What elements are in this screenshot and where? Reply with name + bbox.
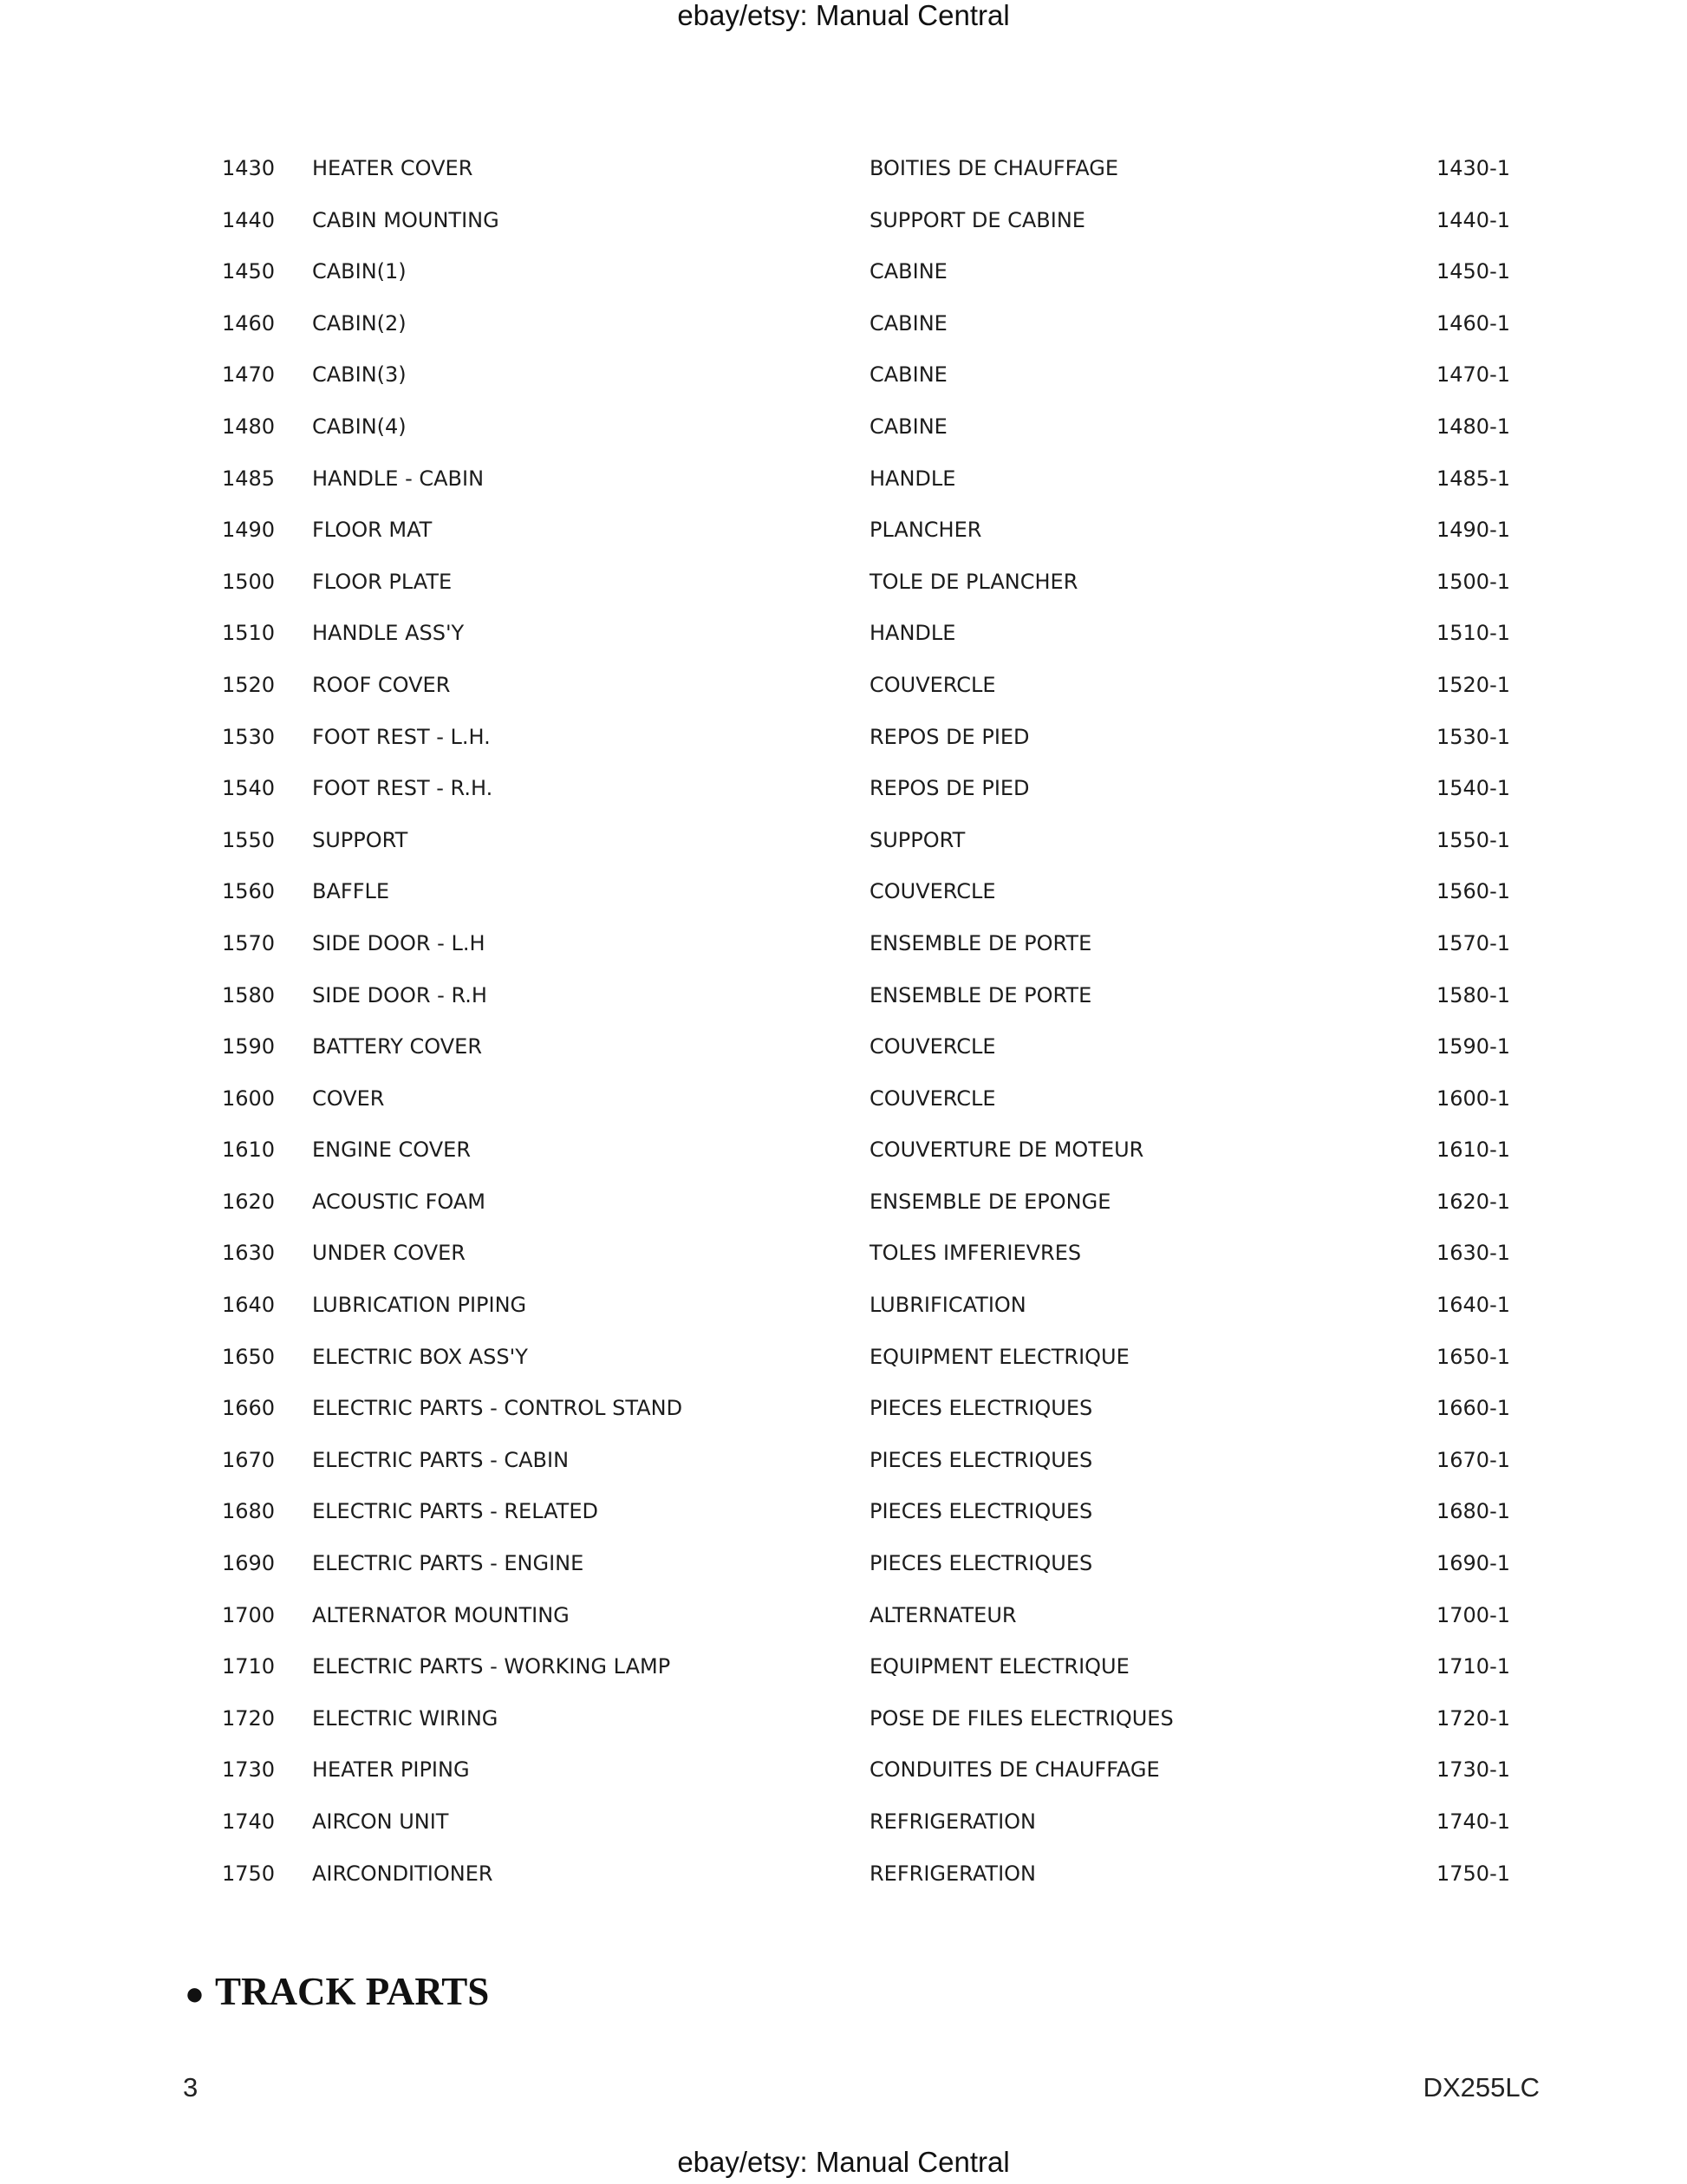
table-row — [0, 1021, 1687, 1073]
table-row — [0, 608, 1687, 660]
item-number: 1620 — [222, 1189, 276, 1214]
table-row — [0, 1590, 1687, 1642]
item-name-english: FLOOR PLATE — [312, 569, 453, 594]
item-name-english: LUBRICATION PIPING — [312, 1293, 527, 1318]
page-reference: 1700-1 — [1436, 1602, 1511, 1627]
page-reference: 1660-1 — [1436, 1396, 1511, 1421]
item-name-english: AIRCONDITIONER — [312, 1861, 493, 1886]
page-reference: 1620-1 — [1436, 1189, 1511, 1214]
item-name-english: FOOT REST - R.H. — [312, 776, 493, 801]
table-row — [0, 453, 1687, 505]
item-name-french: COUVERCLE — [870, 1085, 996, 1111]
page-reference: 1610-1 — [1436, 1138, 1511, 1163]
item-name-french: CONDUITES DE CHAUFFAGE — [870, 1757, 1160, 1783]
item-number: 1660 — [222, 1396, 276, 1421]
item-number: 1450 — [222, 259, 276, 284]
page-reference: 1480-1 — [1436, 414, 1511, 439]
item-name-english: CABIN(1) — [312, 259, 407, 284]
page-reference: 1690-1 — [1436, 1551, 1511, 1576]
page-reference: 1630-1 — [1436, 1241, 1511, 1266]
item-name-english: FOOT REST - L.H. — [312, 724, 491, 749]
item-name-french: BOITIES DE CHAUFFAGE — [870, 156, 1119, 180]
item-name-english: CABIN(4) — [312, 414, 407, 439]
table-row — [0, 970, 1687, 1022]
page-reference: 1460-1 — [1436, 310, 1511, 336]
table-row — [0, 763, 1687, 815]
page-reference: 1470-1 — [1436, 362, 1511, 388]
item-name-english: ELECTRIC PARTS - CONTROL STAND — [312, 1396, 683, 1421]
table-row — [0, 1486, 1687, 1538]
table-row — [0, 866, 1687, 918]
item-number: 1500 — [222, 569, 276, 594]
page-reference: 1440-1 — [1436, 207, 1511, 232]
item-name-french: LUBRIFICATION — [870, 1293, 1026, 1318]
page-reference: 1550-1 — [1436, 827, 1511, 852]
item-name-english: SUPPORT — [312, 827, 408, 852]
item-name-french: PIECES ELECTRIQUES — [870, 1396, 1093, 1421]
item-number: 1485 — [222, 466, 276, 491]
page-reference: 1510-1 — [1436, 621, 1511, 646]
table-row — [0, 557, 1687, 609]
item-name-french: REPOS DE PIED — [870, 724, 1030, 749]
item-number: 1730 — [222, 1757, 276, 1783]
bullet-icon: ● — [185, 1976, 205, 2012]
item-name-english: ALTERNATOR MOUNTING — [312, 1602, 570, 1627]
item-name-french: EQUIPMENT ELECTRIQUE — [870, 1344, 1130, 1369]
page-reference: 1485-1 — [1436, 466, 1511, 491]
table-row — [0, 143, 1687, 195]
page-reference: 1520-1 — [1436, 672, 1511, 697]
item-name-french: COUVERCLE — [870, 672, 996, 697]
item-number: 1460 — [222, 310, 276, 336]
item-name-english: SIDE DOOR - L.H — [312, 930, 485, 955]
item-name-english: HANDLE - CABIN — [312, 466, 485, 491]
item-number: 1600 — [222, 1085, 276, 1111]
item-name-french: REFRIGERATION — [870, 1861, 1036, 1886]
item-number: 1540 — [222, 776, 276, 801]
page-reference: 1530-1 — [1436, 724, 1511, 749]
item-number: 1480 — [222, 414, 276, 439]
table-row — [0, 1796, 1687, 1848]
page-reference: 1680-1 — [1436, 1499, 1511, 1524]
item-name-french: ENSEMBLE DE PORTE — [870, 982, 1092, 1007]
item-name-french: REPOS DE PIED — [870, 776, 1030, 801]
page-reference: 1570-1 — [1436, 930, 1511, 955]
table-row — [0, 1073, 1687, 1125]
model-code: DX255LC — [1423, 2072, 1540, 2103]
item-number: 1560 — [222, 879, 276, 904]
item-name-french: CABINE — [870, 414, 948, 439]
item-name-english: ELECTRIC WIRING — [312, 1705, 498, 1731]
item-number: 1720 — [222, 1705, 276, 1731]
item-number: 1740 — [222, 1809, 276, 1834]
table-row — [0, 1125, 1687, 1177]
item-number: 1510 — [222, 621, 276, 646]
item-number: 1570 — [222, 930, 276, 955]
item-name-english: ELECTRIC PARTS - CABIN — [312, 1447, 570, 1472]
table-row — [0, 1693, 1687, 1745]
section-heading — [185, 1966, 489, 2017]
item-number: 1520 — [222, 672, 276, 697]
item-number: 1440 — [222, 207, 276, 232]
item-name-english: BATTERY COVER — [312, 1034, 482, 1059]
page-reference: 1540-1 — [1436, 776, 1511, 801]
item-number: 1640 — [222, 1293, 276, 1318]
page-reference: 1500-1 — [1436, 569, 1511, 594]
item-name-english: CABIN(3) — [312, 362, 407, 388]
item-name-french: PLANCHER — [870, 518, 982, 543]
item-number: 1630 — [222, 1241, 276, 1266]
item-number: 1690 — [222, 1551, 276, 1576]
page-reference: 1750-1 — [1436, 1861, 1511, 1886]
table-row — [0, 298, 1687, 350]
item-name-french: CABINE — [870, 362, 948, 388]
table-row — [0, 1228, 1687, 1280]
item-name-french: COUVERCLE — [870, 1034, 996, 1059]
item-number: 1470 — [222, 362, 276, 388]
item-number: 1650 — [222, 1344, 276, 1369]
item-number: 1610 — [222, 1138, 276, 1163]
item-number: 1490 — [222, 518, 276, 543]
table-row — [0, 1383, 1687, 1435]
parts-index-table — [0, 143, 1687, 1900]
table-row — [0, 1332, 1687, 1384]
page-reference: 1560-1 — [1436, 879, 1511, 904]
page-reference: 1670-1 — [1436, 1447, 1511, 1472]
item-name-french: PIECES ELECTRIQUES — [870, 1499, 1093, 1524]
page-reference: 1430-1 — [1436, 156, 1511, 180]
page-reference: 1600-1 — [1436, 1085, 1511, 1111]
page-reference: 1650-1 — [1436, 1344, 1511, 1369]
item-name-english: AIRCON UNIT — [312, 1809, 449, 1834]
table-row — [0, 1538, 1687, 1590]
table-row — [0, 1641, 1687, 1693]
item-name-english: HEATER PIPING — [312, 1757, 470, 1783]
item-number: 1710 — [222, 1654, 276, 1679]
item-name-french: ALTERNATEUR — [870, 1602, 1017, 1627]
item-name-french: SUPPORT DE CABINE — [870, 207, 1085, 232]
item-name-english: ENGINE COVER — [312, 1138, 472, 1163]
item-name-french: ENSEMBLE DE PORTE — [870, 930, 1092, 955]
page-reference: 1730-1 — [1436, 1757, 1511, 1783]
item-number: 1750 — [222, 1861, 276, 1886]
item-name-french: PIECES ELECTRIQUES — [870, 1551, 1093, 1576]
page-reference: 1710-1 — [1436, 1654, 1511, 1679]
item-name-french: EQUIPMENT ELECTRIQUE — [870, 1654, 1130, 1679]
item-number: 1530 — [222, 724, 276, 749]
item-number: 1680 — [222, 1499, 276, 1524]
table-row — [0, 505, 1687, 557]
page-number: 3 — [183, 2072, 199, 2103]
item-name-english: HANDLE ASS'Y — [312, 621, 465, 646]
item-name-english: UNDER COVER — [312, 1241, 466, 1266]
item-name-french: ENSEMBLE DE EPONGE — [870, 1189, 1111, 1214]
footer-watermark: ebay/etsy: Manual Central — [677, 2146, 1010, 2178]
item-name-english: COVER — [312, 1085, 385, 1111]
item-name-french: HANDLE — [870, 621, 956, 646]
item-number: 1670 — [222, 1447, 276, 1472]
page-reference: 1450-1 — [1436, 259, 1511, 284]
item-name-english: SIDE DOOR - R.H — [312, 982, 487, 1007]
item-number: 1430 — [222, 156, 276, 180]
table-row — [0, 660, 1687, 712]
item-number: 1590 — [222, 1034, 276, 1059]
item-name-english: CABIN MOUNTING — [312, 207, 499, 232]
page-reference: 1490-1 — [1436, 518, 1511, 543]
item-name-french: TOLE DE PLANCHER — [870, 569, 1078, 594]
item-name-french: TOLES IMFERIEVRES — [870, 1241, 1082, 1266]
item-name-english: ELECTRIC PARTS - WORKING LAMP — [312, 1654, 671, 1679]
page-reference: 1580-1 — [1436, 982, 1511, 1007]
item-name-french: PIECES ELECTRIQUES — [870, 1447, 1093, 1472]
table-row — [0, 1435, 1687, 1487]
item-number: 1700 — [222, 1602, 276, 1627]
page-reference: 1740-1 — [1436, 1809, 1511, 1834]
item-name-english: ELECTRIC PARTS - RELATED — [312, 1499, 598, 1524]
table-row — [0, 712, 1687, 764]
table-row — [0, 349, 1687, 401]
item-name-french: CABINE — [870, 259, 948, 284]
table-row — [0, 195, 1687, 247]
item-name-english: HEATER COVER — [312, 156, 473, 180]
item-name-english: ELECTRIC PARTS - ENGINE — [312, 1551, 584, 1576]
item-name-english: ACOUSTIC FOAM — [312, 1189, 485, 1214]
item-name-french: REFRIGERATION — [870, 1809, 1036, 1834]
table-row — [0, 918, 1687, 970]
table-row — [0, 1744, 1687, 1796]
item-name-french: COUVERTURE DE MOTEUR — [870, 1138, 1144, 1163]
item-name-french: COUVERCLE — [870, 879, 996, 904]
table-row — [0, 1848, 1687, 1900]
table-row — [0, 1177, 1687, 1229]
item-name-french: SUPPORT — [870, 827, 966, 852]
item-name-english: ELECTRIC BOX ASS'Y — [312, 1344, 528, 1369]
page-reference: 1590-1 — [1436, 1034, 1511, 1059]
table-row — [0, 401, 1687, 453]
item-name-english: BAFFLE — [312, 879, 390, 904]
item-name-english: FLOOR MAT — [312, 518, 433, 543]
item-number: 1550 — [222, 827, 276, 852]
table-row — [0, 246, 1687, 298]
header-watermark: ebay/etsy: Manual Central — [677, 0, 1010, 31]
page-reference: 1720-1 — [1436, 1705, 1511, 1731]
item-name-french: POSE DE FILES ELECTRIQUES — [870, 1705, 1174, 1731]
table-row — [0, 1280, 1687, 1332]
item-name-english: CABIN(2) — [312, 310, 407, 336]
table-row — [0, 815, 1687, 867]
item-name-french: HANDLE — [870, 466, 956, 491]
item-number: 1580 — [222, 982, 276, 1007]
section-title: TRACK PARTS — [214, 1970, 490, 2013]
item-name-english: ROOF COVER — [312, 672, 451, 697]
item-name-french: CABINE — [870, 310, 948, 336]
page-reference: 1640-1 — [1436, 1293, 1511, 1318]
